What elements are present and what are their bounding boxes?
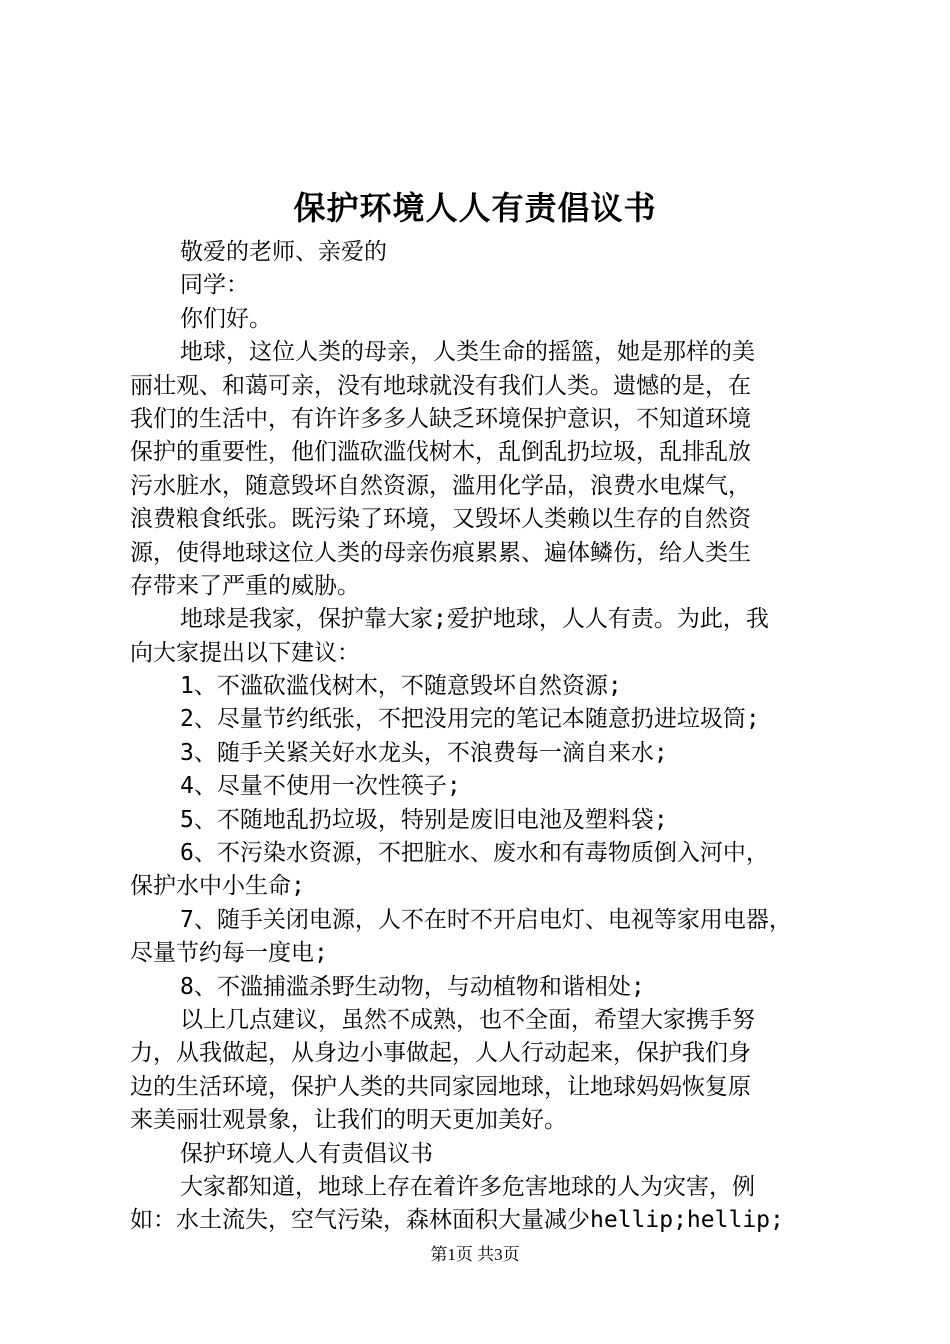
text-line: 同学：: [180, 272, 249, 299]
text-line: 丽壮观、和蔼可亲，没有地球就没有我们人类。遗憾的是，在: [130, 372, 751, 399]
text-line: 你们好。: [180, 305, 272, 332]
text-line: 保护的重要性，他们滥砍滥伐树木，乱倒乱扔垃圾，乱排乱放: [130, 439, 751, 466]
text-line: 5、不随地乱扔垃圾，特别是废旧电池及塑料袋;: [180, 806, 668, 833]
text-line: 4、尽量不使用一次性筷子;: [180, 773, 461, 800]
text-line: 大家都知道，地球上存在着许多危害地球的人为灾害，例: [180, 1173, 755, 1200]
text-line: 保护水中小生命;: [130, 873, 305, 900]
text-line: 3、随手关紧关好水龙头，不浪费每一滴自来水;: [180, 739, 668, 766]
text-line: 来美丽壮观景象，让我们的明天更加美好。: [130, 1107, 567, 1134]
text-line: 浪费粮食纸张。既污染了环境，又毁坏人类赖以生存的自然资: [130, 506, 751, 533]
text-line: 1、不滥砍滥伐树木，不随意毁坏自然资源;: [180, 673, 622, 700]
text-line: 力，从我做起，从身边小事做起，人人行动起来，保护我们身: [130, 1040, 751, 1067]
text-line: 6、不污染水资源，不把脏水、废水和有毒物质倒入河中，: [180, 840, 769, 867]
text-line: 地球，这位人类的母亲，人类生命的摇篮，她是那样的美: [180, 339, 755, 366]
text-line: 源，使得地球这位人类的母亲伤痕累累、遍体鳞伤，给人类生: [130, 539, 751, 566]
text-line: 我们的生活中，有许许多多人缺乏环境保护意识，不知道环境: [130, 405, 751, 432]
text-line: 8、不滥捕滥杀野生动物，与动植物和谐相处;: [180, 973, 645, 1000]
text-line: 存带来了严重的威胁。: [130, 572, 360, 599]
text-line: 敬爱的老师、亲爱的: [180, 239, 387, 265]
text-line: 污水脏水，随意毁坏自然资源，滥用化学品，浪费水电煤气，: [130, 472, 751, 499]
page-footer: 第1页 共3页: [430, 1245, 520, 1264]
text-line: 尽量节约每一度电;: [130, 940, 328, 967]
document-body: [130, 236, 830, 1238]
text-line: 如：水土流失，空气污染，森林面积大量减少hellip;hellip;: [130, 1207, 784, 1234]
text-line: 保护环境人人有责倡议书: [180, 1140, 433, 1167]
text-line: 边的生活环境，保护人类的共同家园地球，让地球妈妈恢复原: [130, 1073, 751, 1100]
text-line: 以上几点建议，虽然不成熟，也不全面，希望大家携手努: [180, 1006, 755, 1033]
text-line: 地球是我家，保护靠大家;爱护地球，人人有责。为此，我: [180, 606, 769, 633]
text-line: 2、尽量节约纸张，不把没用完的笔记本随意扔进垃圾筒;: [180, 706, 760, 733]
text-line: 7、随手关闭电源，人不在时不开启电灯、电视等家用电器，: [180, 906, 792, 933]
document-title: 保护环境人人有责倡议书: [293, 189, 657, 227]
text-line: 向大家提出以下建议：: [130, 639, 360, 666]
